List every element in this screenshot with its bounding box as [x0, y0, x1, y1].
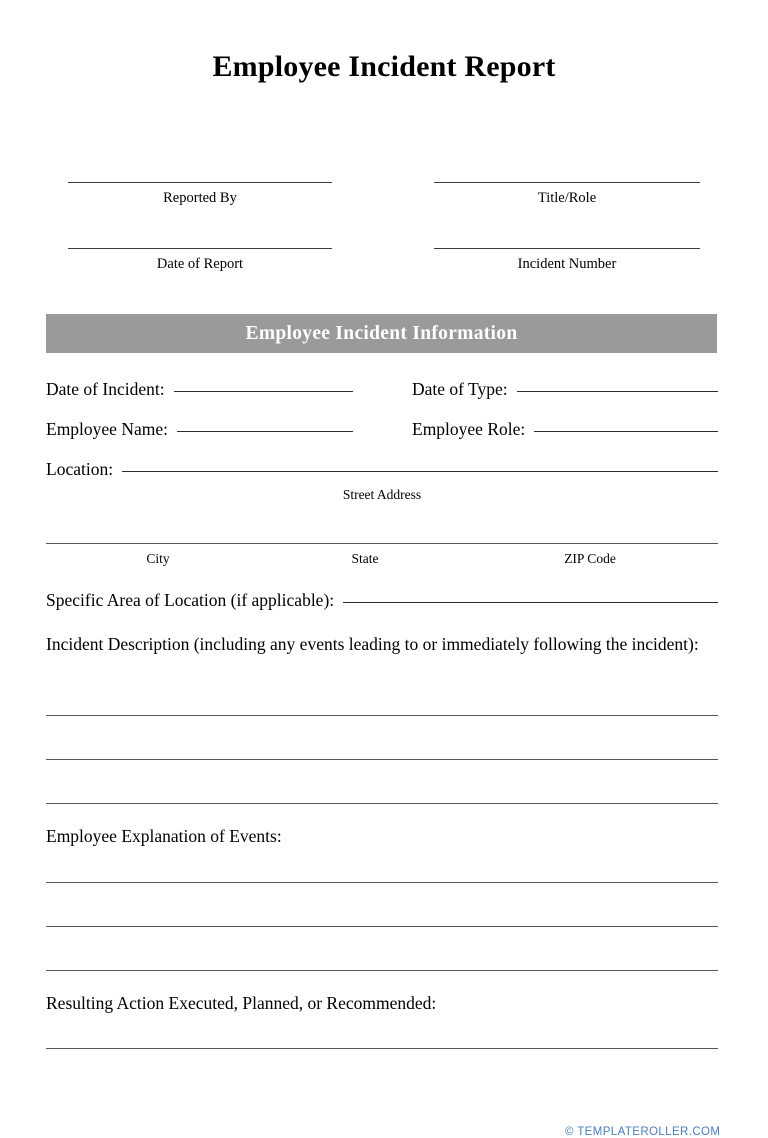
field-date-of-type[interactable]	[412, 378, 718, 400]
state-caption: State	[351, 551, 379, 566]
section-header-employee-incident-information	[46, 314, 717, 353]
date-of-report-label: Date of Report	[156, 256, 244, 272]
field-specific-area[interactable]	[46, 589, 718, 611]
page-title: Employee Incident Report	[212, 50, 556, 83]
resulting-action-line-1[interactable]	[46, 1048, 718, 1049]
employee-explanation-prompt: Employee Explanation of Events:	[46, 826, 282, 846]
specific-area-input[interactable]	[343, 602, 718, 603]
employee-role-label: Employee Role:	[412, 419, 526, 439]
incident-description-line-1[interactable]	[46, 715, 718, 716]
employee-name-label: Employee Name:	[46, 419, 168, 439]
field-date-of-incident[interactable]	[46, 378, 353, 400]
incident-description-line-2[interactable]	[46, 759, 718, 760]
field-incident-number[interactable]	[434, 248, 700, 273]
date-of-incident-input[interactable]	[174, 391, 353, 392]
specific-area-label: Specific Area of Location (if applicable):	[46, 590, 335, 610]
incident-number-label: Incident Number	[517, 256, 617, 272]
city-state-zip-rule[interactable]	[46, 543, 718, 544]
zip-code-caption: ZIP Code	[564, 551, 616, 566]
incident-description-line-3[interactable]	[46, 803, 718, 804]
field-employee-name[interactable]	[46, 418, 353, 440]
field-location[interactable]	[46, 458, 718, 480]
employee-name-input[interactable]	[177, 431, 353, 432]
street-address-caption: Street Address	[342, 487, 422, 502]
templateroller-watermark: © TEMPLATEROLLER.COM	[565, 1126, 721, 1138]
location-street-input[interactable]	[122, 471, 718, 472]
section-header-label: Employee Incident Information	[245, 322, 518, 344]
date-of-type-input[interactable]	[517, 391, 718, 392]
date-of-incident-label: Date of Incident:	[46, 379, 165, 399]
field-reported-by[interactable]	[68, 182, 332, 207]
location-label: Location:	[46, 459, 114, 479]
field-employee-role[interactable]	[412, 418, 718, 440]
employee-explanation-line-1[interactable]	[46, 882, 718, 883]
incident-description-prompt: Incident Description (including any events leading to or immediately following the incident):	[46, 634, 699, 654]
employee-role-input[interactable]	[534, 431, 718, 432]
field-title-role[interactable]	[434, 182, 700, 207]
city-caption: City	[146, 551, 170, 566]
field-date-of-report[interactable]	[68, 248, 332, 273]
title-role-label: Title/Role	[537, 190, 597, 206]
date-of-type-label: Date of Type:	[412, 379, 508, 399]
reported-by-label: Reported By	[163, 190, 237, 206]
employee-explanation-line-2[interactable]	[46, 926, 718, 927]
employee-explanation-line-3[interactable]	[46, 970, 718, 971]
resulting-action-prompt: Resulting Action Executed, Planned, or Recommended:	[46, 993, 437, 1013]
